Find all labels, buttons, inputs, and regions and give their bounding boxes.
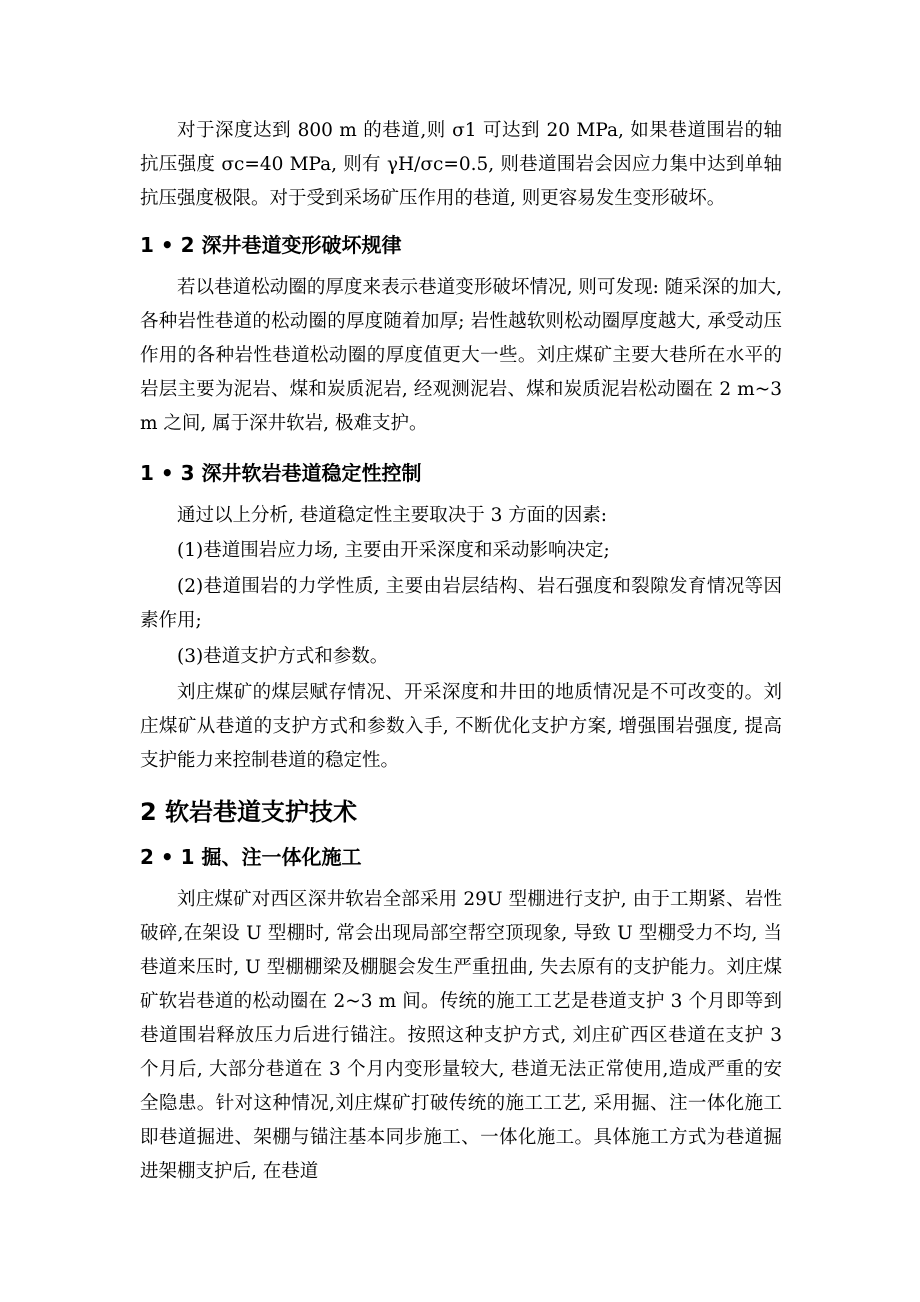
heading-text: 1 • 2 深井巷道变形破坏规律 bbox=[140, 233, 402, 257]
section-heading-1-2 bbox=[140, 228, 782, 262]
paragraph-deformation-law bbox=[140, 271, 782, 441]
paragraph-text: 若以巷道松动圈的厚度来表示巷道变形破坏情况, 则可发现: 随采深的加大, 各种岩性巷道的松动圈的厚度随着加厚; 岩性越软则松动圈厚度越大, 承受动压作用的各种岩性巷道松动圈的厚度值更大一些。刘庄煤矿主要大巷所在水平的岩层主要为泥岩、煤和炭质泥岩, 经观测泥岩、煤和炭质泥岩松动圈在 2 m~3 m 之间, 属于深井软岩, 极难支护。 bbox=[140, 277, 782, 434]
paragraph-text: (3)巷道支护方式和参数。 bbox=[177, 646, 389, 667]
heading-text: 2 • 1 掘、注一体化施工 bbox=[140, 845, 362, 869]
paragraph-support-optimization bbox=[140, 676, 782, 778]
section-heading-2 bbox=[140, 794, 782, 830]
paragraph-text: 对于深度达到 800 m 的巷道,则 σ1 可达到 20 MPa, 如果巷道围岩的轴抗压强度 σc=40 MPa, 则有 γH/σc=0.5, 则巷道围岩会因应力集中达到单轴抗压强度极限。对于受到采场矿压作用的巷道, 则更容易发生变形破坏。 bbox=[140, 120, 782, 209]
list-item-factor-3 bbox=[140, 640, 782, 674]
paragraph-stability-factors-intro bbox=[140, 499, 782, 533]
paragraph-stress-analysis bbox=[140, 114, 782, 216]
paragraph-integrated-construction bbox=[140, 883, 782, 1189]
paragraph-text: 刘庄煤矿的煤层赋存情况、开采深度和井田的地质情况是不可改变的。刘庄煤矿从巷道的支护方式和参数入手, 不断优化支护方案, 增强围岩强度, 提高支护能力来控制巷道的稳定性。 bbox=[140, 682, 782, 771]
list-item-factor-1 bbox=[140, 534, 782, 568]
paragraph-text: (2)巷道围岩的力学性质, 主要由岩层结构、岩石强度和裂隙发育情况等因素作用; bbox=[140, 576, 782, 631]
paragraph-text: (1)巷道围岩应力场, 主要由开采深度和采动影响决定; bbox=[177, 540, 610, 561]
section-heading-1-3 bbox=[140, 456, 782, 490]
paragraph-text: 刘庄煤矿对西区深井软岩全部采用 29U 型棚进行支护, 由于工期紧、岩性破碎,在架设 U 型棚时, 常会出现局部空帮空顶现象, 导致 U 型棚受力不均, 当巷道来压时, U 型棚棚梁及棚腿会发生严重扭曲, 失去原有的支护能力。刘庄煤矿软岩巷道的松动圈在 2~3 m 间。传统的施工工艺是巷道支护 3 个月即等到巷道围岩释放压力后进行锚注。按照这种支护方式, 刘庄矿西区巷道在支护 3 个月后, 大部分巷道在 3 个月内变形量较大, 巷道无法正常使用,造成严重的安全隐患。针对这种情况,刘庄煤矿打破传统的施工工艺, 采用掘、注一体化施工即巷道掘进、架棚与锚注基本同步施工、一体化施工。具体施工方式为巷道掘进架棚支护后, 在巷道 bbox=[140, 889, 782, 1182]
section-heading-2-1 bbox=[140, 840, 782, 874]
list-item-factor-2 bbox=[140, 570, 782, 638]
paragraph-text: 通过以上分析, 巷道稳定性主要取决于 3 方面的因素: bbox=[177, 505, 608, 526]
heading-text: 1 • 3 深井软岩巷道稳定性控制 bbox=[140, 461, 422, 485]
heading-text: 2 软岩巷道支护技术 bbox=[140, 798, 358, 826]
